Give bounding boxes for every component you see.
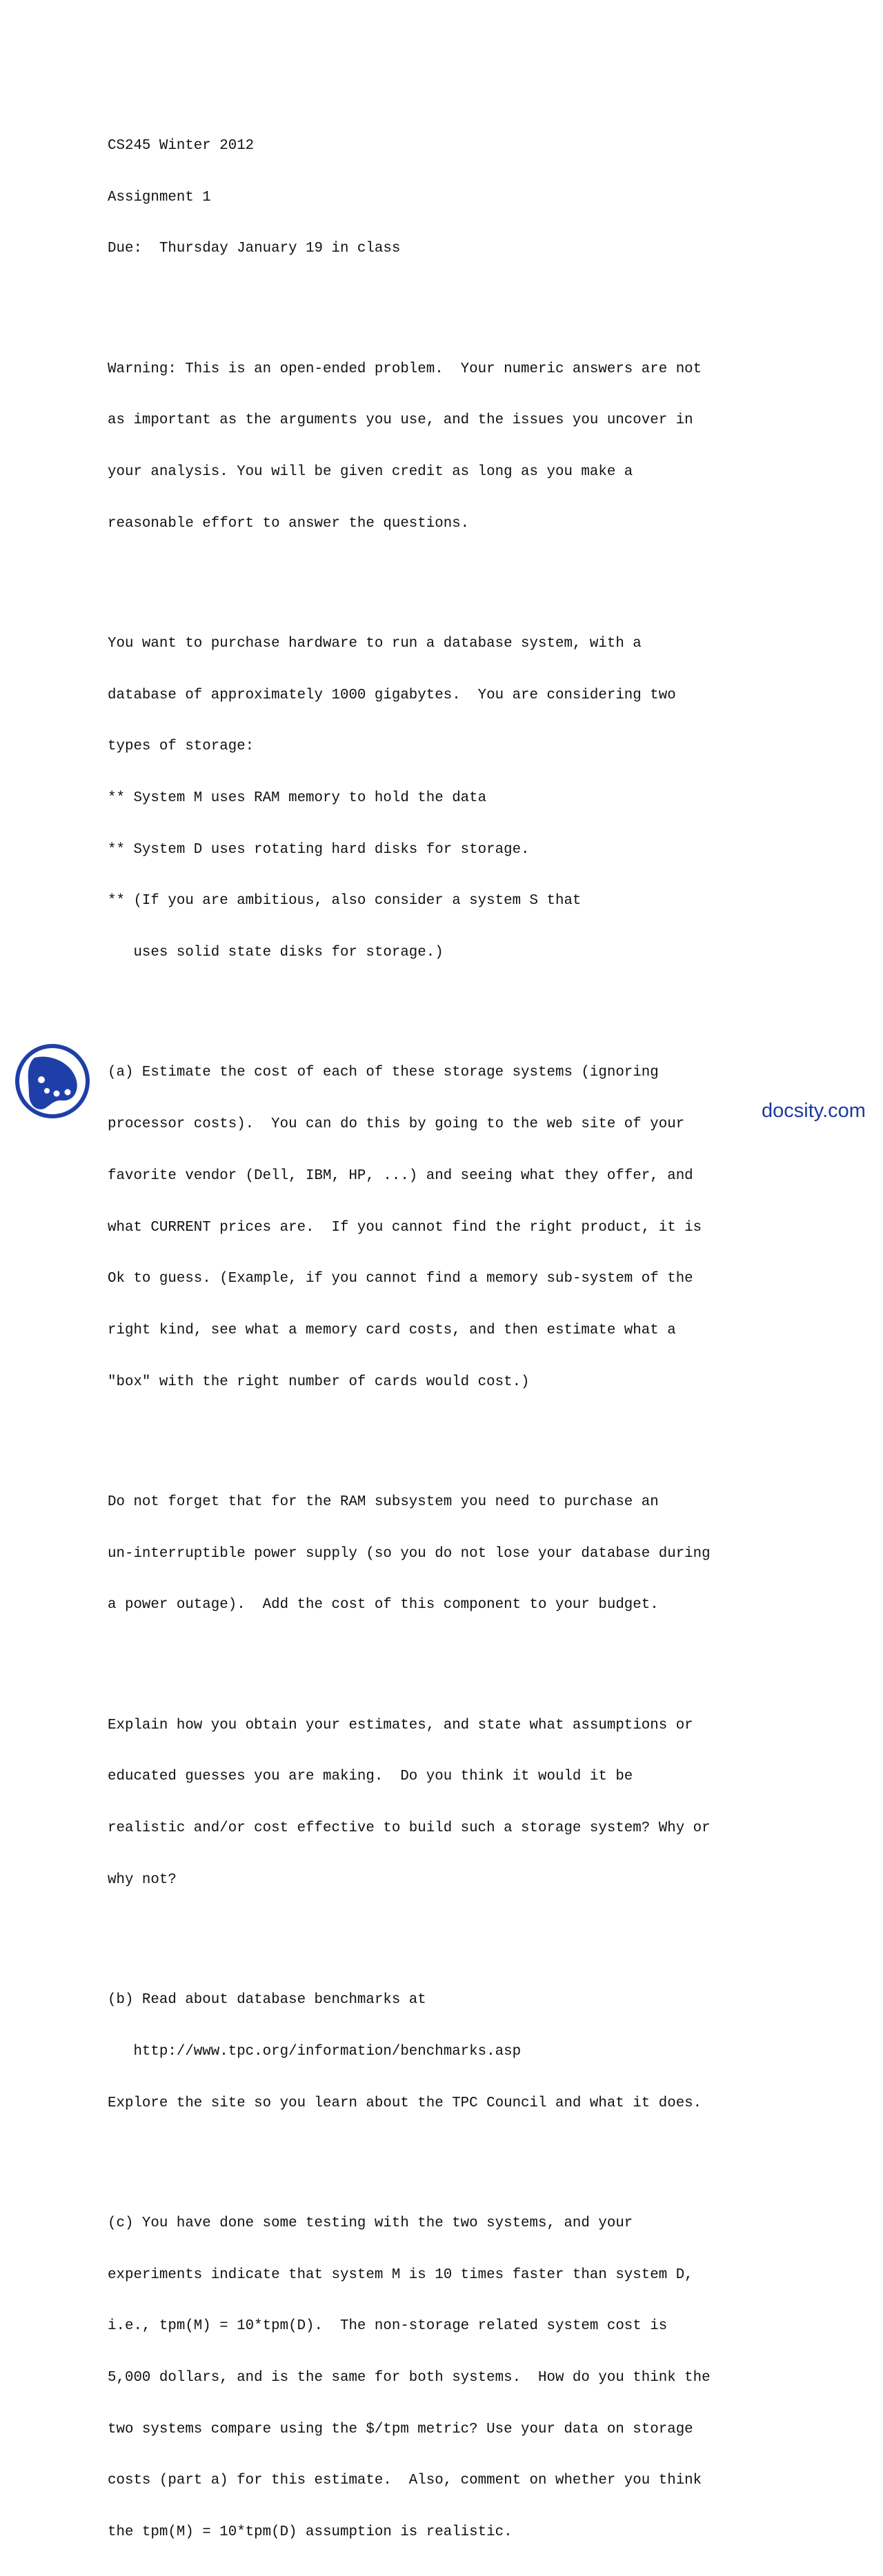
intro-line: ** (If you are ambitious, also consider a system S that [108, 893, 582, 909]
due-line: Due: Thursday January 19 in class [108, 241, 401, 257]
part-a-line: "box" with the right number of cards would cost.) [108, 1373, 530, 1390]
intro-line: ** System M uses RAM memory to hold the data [108, 790, 487, 807]
docsity-logo-icon[interactable] [14, 1043, 91, 1120]
ups-note-line: un-interruptible power supply (so you do not lose your database during [108, 1545, 711, 1562]
explain-line: realistic and/or cost effective to build such a storage system? Why or [108, 1820, 711, 1837]
explain-line: educated guesses you are making. Do you think it would it be [108, 1769, 633, 1785]
blank-line [108, 2146, 797, 2164]
blank-line [108, 1924, 797, 1941]
brand-link[interactable]: docsity.com [762, 1100, 866, 1122]
part-b-line: (b) Read about database benchmarks at [108, 1992, 426, 2009]
part-c-line: (c) You have done some testing with the two systems, and your [108, 2215, 633, 2231]
intro-line: ** System D uses rotating hard disks for storage. [108, 841, 530, 858]
intro-line: types of storage: [108, 738, 255, 755]
blank-line [108, 567, 797, 584]
assignment-text [108, 103, 797, 2576]
explain-line: why not? [108, 1871, 177, 1888]
part-b-url: http://www.tpc.org/information/benchmarks.asp [108, 2043, 522, 2060]
part-c-line: the tpm(M) = 10*tpm(D) assumption is realistic. [108, 2524, 513, 2541]
blank-line [108, 1425, 797, 1442]
warning-line: Warning: This is an open-ended problem. Your numeric answers are not [108, 361, 702, 377]
part-a-line: right kind, see what a memory card costs, and then estimate what a [108, 1322, 676, 1338]
part-a-line: what CURRENT prices are. If you cannot find the right product, it is [108, 1219, 702, 1236]
warning-line: reasonable effort to answer the questions. [108, 515, 470, 532]
explain-line: Explain how you obtain your estimates, and state what assumptions or [108, 1717, 693, 1733]
intro-line: database of approximately 1000 gigabytes. You are considering two [108, 687, 676, 703]
part-c-line: experiments indicate that system M is 10 times faster than system D, [108, 2266, 693, 2283]
course-line: CS245 Winter 2012 [108, 137, 255, 154]
part-c-line: costs (part a) for this estimate. Also, comment on whether you think [108, 2473, 702, 2489]
part-c-line: 5,000 dollars, and is the same for both systems. How do you think the [108, 2369, 711, 2386]
ups-note-line: Do not forget that for the RAM subsystem you need to purchase an [108, 1494, 659, 1511]
blank-line [108, 292, 797, 310]
part-a-line: processor costs). You can do this by going to the web site of your [108, 1116, 685, 1133]
part-b-line: Explore the site so you learn about the TPC Council and what it does. [108, 2095, 702, 2111]
blank-line [108, 1649, 797, 1666]
part-a-line: (a) Estimate the cost of each of these storage systems (ignoring [108, 1065, 659, 1081]
blank-line [108, 996, 797, 1014]
part-c-line: two systems compare using the $/tpm metric? Use your data on storage [108, 2421, 693, 2437]
intro-line: uses solid state disks for storage.) [108, 945, 444, 961]
assignment-line: Assignment 1 [108, 189, 211, 205]
part-a-line: Ok to guess. (Example, if you cannot find a memory sub-system of the [108, 1271, 693, 1287]
ups-note-line: a power outage). Add the cost of this component to your budget. [108, 1597, 659, 1613]
intro-line: You want to purchase hardware to run a database system, with a [108, 635, 642, 652]
part-c-line: i.e., tpm(M) = 10*tpm(D). The non-storage related system cost is [108, 2318, 668, 2335]
warning-line: your analysis. You will be given credit as long as you make a [108, 463, 633, 480]
part-a-line: favorite vendor (Dell, IBM, HP, ...) and seeing what they offer, and [108, 1167, 693, 1184]
warning-line: as important as the arguments you use, and the issues you uncover in [108, 412, 693, 429]
